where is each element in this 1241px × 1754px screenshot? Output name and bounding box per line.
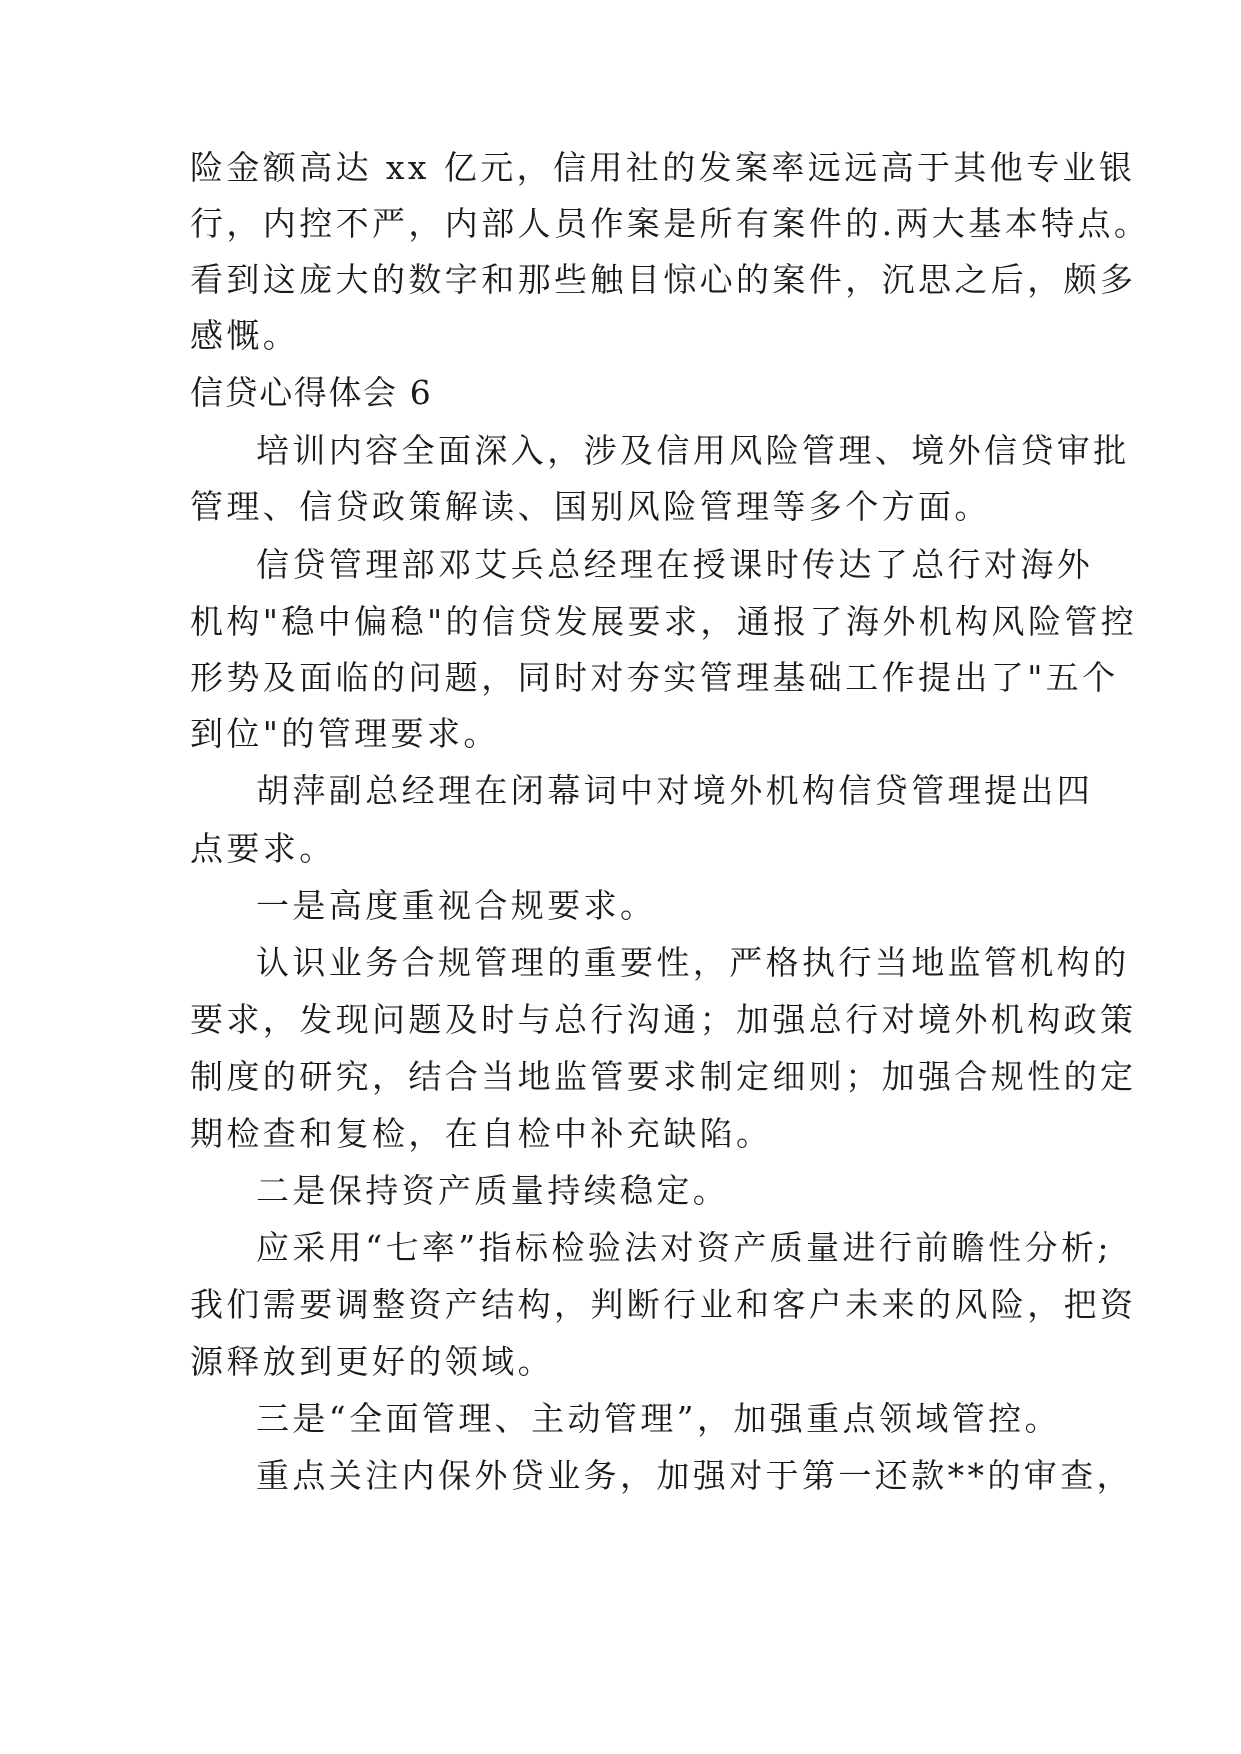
text-line: 机构"稳中偏稳"的信贷发展要求，通报了海外机构风险管控 — [190, 602, 1138, 641]
text-line: 形势及面临的问题，同时对夯实管理基础工作提出了"五个 — [190, 658, 1119, 697]
paragraph-first-line: 胡萍副总经理在闭幕词中对境外机构信贷管理提出四 — [256, 771, 1094, 810]
section-heading: 信贷心得体会 6 — [190, 373, 433, 412]
text-line: 管理、信贷政策解读、国别风险管理等多个方面。 — [190, 487, 991, 526]
paragraph-first-line: 三是“全面管理、主动管理”，加强重点领域管控。 — [256, 1399, 1061, 1438]
text-line: 制度的研究，结合当地监管要求制定细则；加强合规性的定 — [190, 1057, 1137, 1096]
paragraph-first-line: 二是保持资产质量持续稳定。 — [256, 1171, 730, 1210]
text-line: 行，内控不严，内部人员作案是所有案件的.两大基本特点。 — [190, 204, 1151, 243]
text-line: 要求，发现问题及时与总行沟通；加强总行对境外机构政策 — [190, 1000, 1137, 1039]
paragraph-first-line: 应采用“七率”指标检验法对资产质量进行前瞻性分析; — [256, 1228, 1112, 1267]
text-line: 期检查和复检，在自检中补充缺陷。 — [190, 1114, 773, 1153]
paragraph-first-line: 培训内容全面深入，涉及信用风险管理、境外信贷审批 — [256, 431, 1130, 470]
text-line: 点要求。 — [190, 829, 336, 868]
paragraph-first-line: 信贷管理部邓艾兵总经理在授课时传达了总行对海外 — [256, 545, 1094, 584]
text-line: 看到这庞大的数字和那些触目惊心的案件，沉思之后，颇多 — [190, 260, 1137, 299]
paragraph-first-line: 一是高度重视合规要求。 — [256, 886, 657, 925]
paragraph-first-line: 重点关注内保外贷业务，加强对于第一还款**的审查， — [256, 1456, 1133, 1495]
text-line: 到位"的管理要求。 — [190, 714, 500, 753]
text-line: 感慨。 — [190, 316, 300, 355]
paragraph-first-line: 认识业务合规管理的重要性，严格执行当地监管机构的 — [256, 943, 1130, 982]
text-line: 源释放到更好的领域。 — [190, 1342, 554, 1381]
text-line: 我们需要调整资产结构，判断行业和客户未来的风险，把资 — [190, 1285, 1137, 1324]
text-line: 险金额高达 xx 亿元，信用社的发案率远远高于其他专业银 — [190, 148, 1136, 187]
